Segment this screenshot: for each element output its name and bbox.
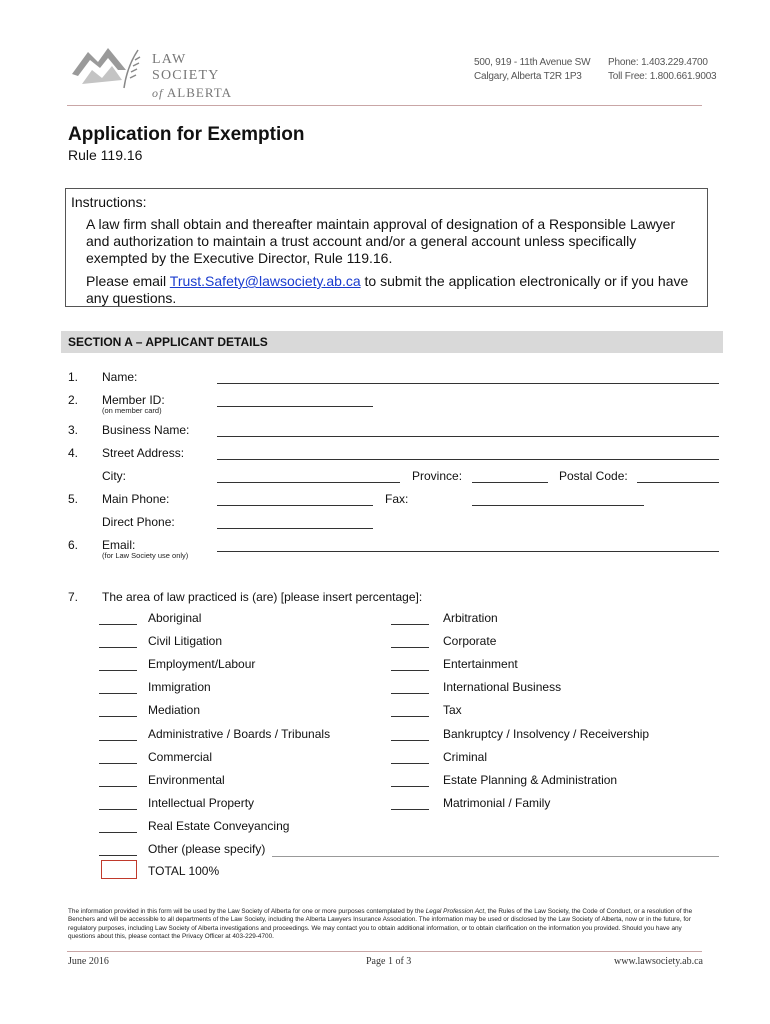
email-note: (for Law Society use only) bbox=[102, 551, 189, 560]
area-percentage-blank[interactable] bbox=[99, 740, 137, 741]
area-percentage-blank[interactable] bbox=[391, 786, 429, 787]
street-address-label: Street Address: bbox=[102, 446, 185, 460]
area-percentage-blank[interactable] bbox=[391, 809, 429, 810]
postal-code-label: Postal Code: bbox=[559, 469, 628, 483]
area-label: Real Estate Conveyancing bbox=[148, 819, 290, 833]
item-number: 7. bbox=[68, 590, 79, 604]
member-id-label: Member ID: bbox=[102, 393, 165, 407]
area-label: Criminal bbox=[443, 750, 488, 764]
footer-url: www.lawsociety.ab.ca bbox=[614, 956, 703, 967]
province-field[interactable] bbox=[472, 482, 548, 483]
area-label: Civil Litigation bbox=[148, 634, 223, 648]
area-percentage-blank[interactable] bbox=[99, 647, 137, 648]
area-percentage-blank[interactable] bbox=[99, 855, 137, 856]
member-id-note: (on member card) bbox=[102, 406, 162, 415]
name-label: Name: bbox=[102, 370, 138, 384]
area-percentage-blank[interactable] bbox=[99, 809, 137, 810]
business-name-label: Business Name: bbox=[102, 423, 190, 437]
area-label: Corporate bbox=[443, 634, 497, 648]
name-field[interactable] bbox=[217, 383, 719, 384]
area-percentage-blank[interactable] bbox=[391, 693, 429, 694]
area-label: Other (please specify) bbox=[148, 842, 266, 856]
area-percentage-blank[interactable] bbox=[99, 670, 137, 671]
direct-phone-label: Direct Phone: bbox=[102, 515, 175, 529]
area-percentage-blank[interactable] bbox=[391, 670, 429, 671]
area-label: Estate Planning & Administration bbox=[443, 773, 618, 787]
header-divider bbox=[67, 105, 702, 106]
area-percentage-blank[interactable] bbox=[99, 624, 137, 625]
page-title: Application for Exemption bbox=[68, 124, 305, 145]
mountain-wheat-logo-icon bbox=[68, 44, 146, 90]
area-label: Immigration bbox=[148, 680, 211, 694]
privacy-notice: The information provided in this form will be used by the Law Society of Alberta for one or more purposes contemplated by the Legal Profession Act, the Rules of the Law Society, the Code of Conduct, or a resolution of the Benchers and will be accessible to all departments of the Law Society, including the Alberta Lawyers Insurance Association. The information may be used or disclosed by the Law Society of Alberta, now or in the future, for regulatory purposes, including Law Society of Alberta investigations and proceedings. We may contact you to obtain additional information, or to obtain clarification on the information you provided. Should you have any questions about this, please contact the Privacy Officer at 403-229-4700. bbox=[68, 908, 693, 941]
instructions-box bbox=[65, 188, 708, 307]
other-specify-field[interactable] bbox=[272, 856, 719, 857]
area-label: Intellectual Property bbox=[148, 796, 255, 810]
instructions-paragraph: A law firm shall obtain and thereafter maintain approval of designation of a Responsible Lawyer and authorization to maintain a trust account and/or a general account unless specifically exempted by the Executive Director, Rule 119.16. bbox=[86, 216, 676, 266]
area-label: Administrative / Boards / Tribunals bbox=[148, 727, 331, 741]
area-percentage-blank[interactable] bbox=[391, 647, 429, 648]
footer-date: June 2016 bbox=[68, 956, 109, 967]
city-field[interactable] bbox=[217, 482, 400, 483]
law-society-logo bbox=[68, 44, 248, 100]
area-percentage-blank[interactable] bbox=[99, 716, 137, 717]
total-percentage-box[interactable] bbox=[101, 860, 137, 879]
area-label: Bankruptcy / Insolvency / Receivership bbox=[443, 727, 650, 741]
area-percentage-blank[interactable] bbox=[99, 763, 137, 764]
area-label: Arbitration bbox=[443, 611, 498, 625]
postal-code-field[interactable] bbox=[637, 482, 719, 483]
instructions-email-paragraph: Please email Trust.Safety@lawsociety.ab.ca to submit the application electronically or if you have any questions. bbox=[86, 273, 689, 306]
office-address: 500, 919 - 11th Avenue SW Calgary, Alberta T2R 1P3 bbox=[474, 57, 591, 82]
email-field[interactable] bbox=[217, 551, 719, 552]
instructions-heading: Instructions: bbox=[71, 194, 147, 210]
business-name-field[interactable] bbox=[217, 436, 719, 437]
area-percentage-blank[interactable] bbox=[99, 832, 137, 833]
item-number: 1. bbox=[68, 370, 79, 384]
main-phone-field[interactable] bbox=[217, 505, 373, 506]
area-label: Aboriginal bbox=[148, 611, 202, 625]
area-label: Environmental bbox=[148, 773, 225, 787]
street-address-field[interactable] bbox=[217, 459, 719, 460]
area-label: Employment/Labour bbox=[148, 657, 256, 671]
area-of-law-intro: The area of law practiced is (are) [please insert percentage]: bbox=[102, 590, 423, 604]
fax-label: Fax: bbox=[385, 492, 409, 506]
area-percentage-blank[interactable] bbox=[391, 763, 429, 764]
section-a-header: SECTION A – APPLICANT DETAILS bbox=[61, 331, 723, 353]
member-id-field[interactable] bbox=[217, 406, 373, 407]
area-label: Tax bbox=[443, 703, 462, 717]
area-label: Matrimonial / Family bbox=[443, 796, 551, 810]
fax-field[interactable] bbox=[472, 505, 644, 506]
item-number: 5. bbox=[68, 492, 79, 506]
area-percentage-blank[interactable] bbox=[99, 693, 137, 694]
footer-divider bbox=[67, 951, 702, 952]
area-label: Mediation bbox=[148, 703, 201, 717]
area-percentage-blank[interactable] bbox=[99, 786, 137, 787]
item-number: 2. bbox=[68, 393, 79, 407]
area-percentage-blank[interactable] bbox=[391, 624, 429, 625]
area-label: Entertainment bbox=[443, 657, 518, 671]
area-percentage-blank[interactable] bbox=[391, 740, 429, 741]
email-label: Email: bbox=[102, 538, 136, 552]
org-name-line1: LAW SOCIETY bbox=[152, 52, 220, 83]
email-link[interactable]: Trust.Safety@lawsociety.ab.ca bbox=[169, 273, 361, 289]
footer-page-number: Page 1 of 3 bbox=[366, 956, 412, 967]
city-label: City: bbox=[102, 469, 126, 483]
total-label: TOTAL 100% bbox=[148, 864, 220, 878]
item-number: 6. bbox=[68, 538, 79, 552]
area-label: Commercial bbox=[148, 750, 213, 764]
item-number: 3. bbox=[68, 423, 79, 437]
item-number: 4. bbox=[68, 446, 79, 460]
page-subtitle: Rule 119.16 bbox=[68, 147, 143, 163]
area-label: International Business bbox=[443, 680, 562, 694]
org-name-of: of bbox=[152, 86, 164, 100]
main-phone-label: Main Phone: bbox=[102, 492, 170, 506]
org-name-line2: ALBERTA bbox=[166, 85, 233, 100]
area-percentage-blank[interactable] bbox=[391, 716, 429, 717]
contact-phone: Phone: 1.403.229.4700 Toll Free: 1.800.661.9003 bbox=[608, 57, 717, 82]
direct-phone-field[interactable] bbox=[217, 528, 373, 529]
province-label: Province: bbox=[412, 469, 463, 483]
